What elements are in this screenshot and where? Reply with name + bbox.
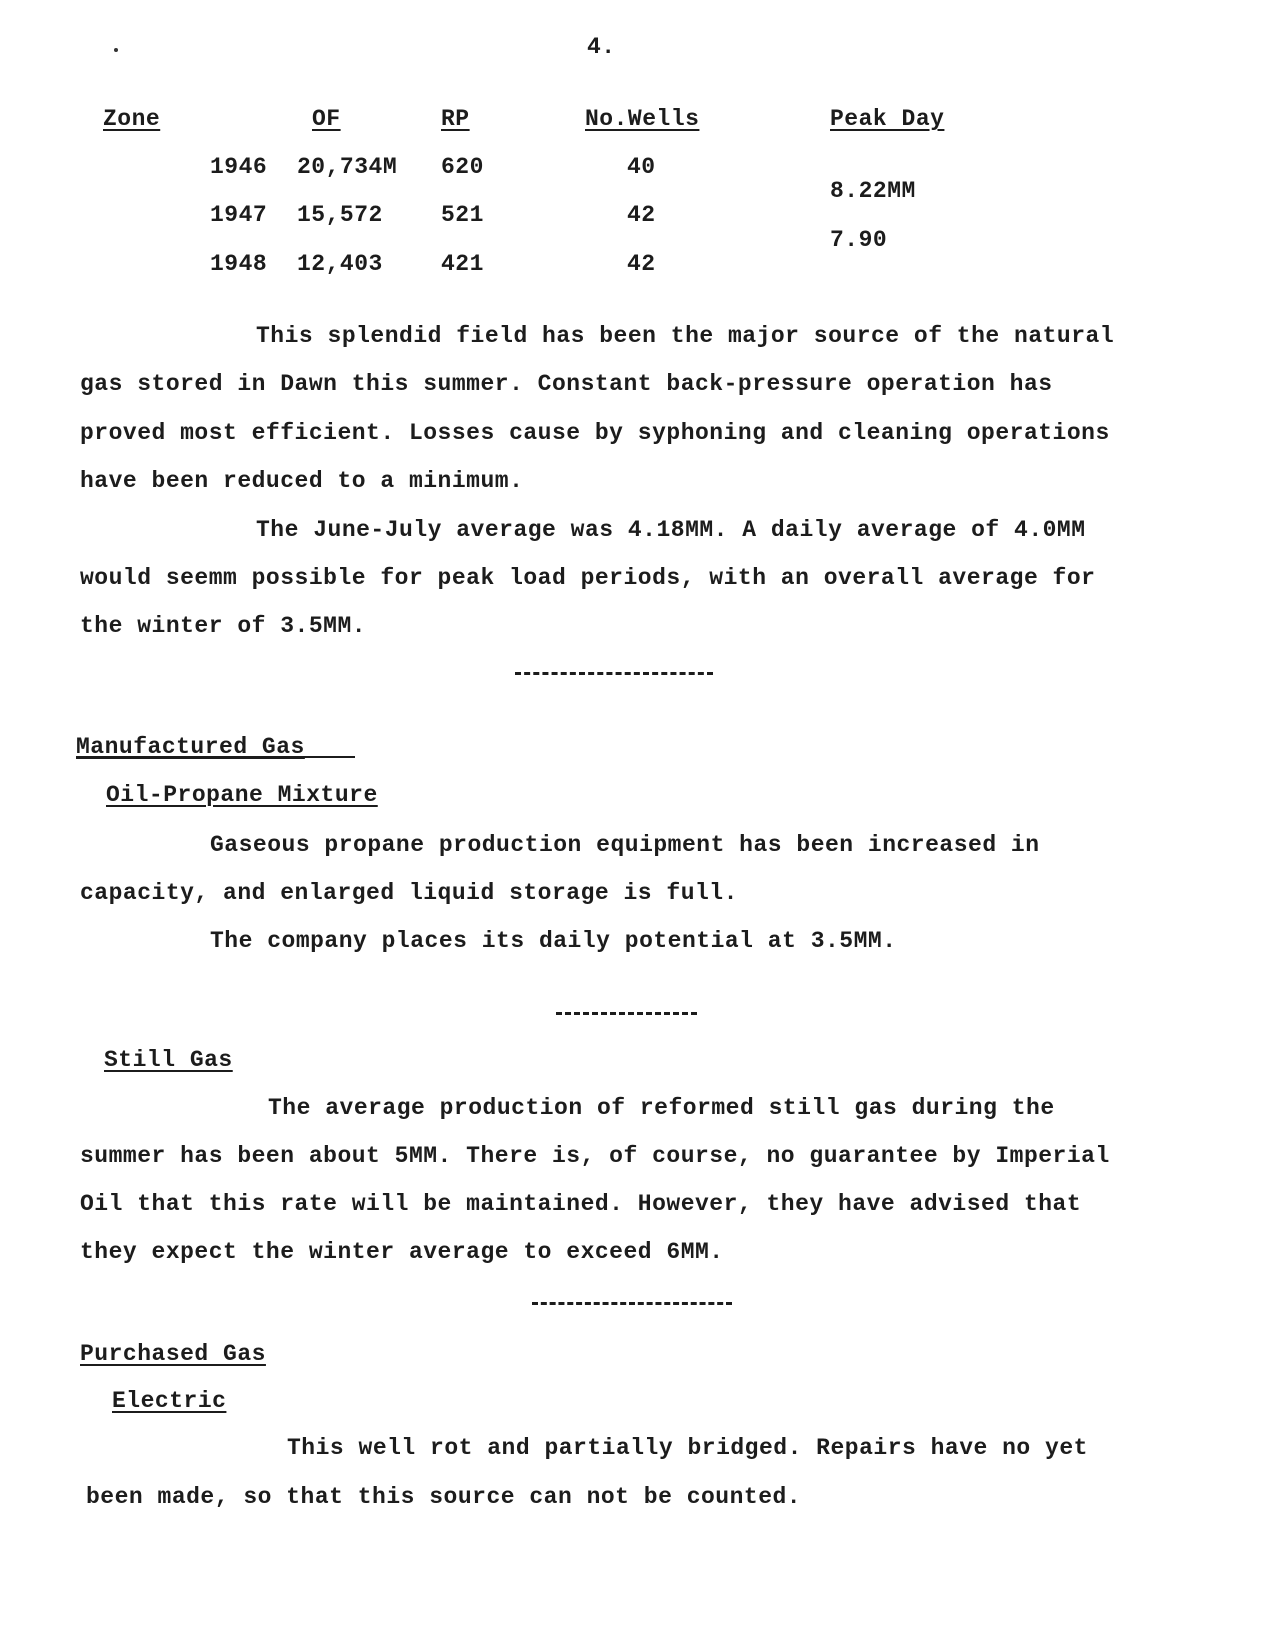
- paragraph-line: they expect the winter average to exceed 6MM.: [80, 1239, 724, 1265]
- heading-rule: [76, 756, 355, 758]
- subheading-oil-propane: Oil-Propane Mixture: [106, 782, 378, 808]
- table-cell-wells: 42: [627, 251, 656, 277]
- subheading-electric: Electric: [112, 1388, 227, 1414]
- paragraph-line: would seemm possible for peak load periods, with an overall average for: [80, 565, 1096, 591]
- peak-day-value: 7.90: [830, 227, 888, 253]
- paragraph-line: Oil that this rate will be maintained. However, they have advised that: [80, 1191, 1082, 1217]
- table-cell-of: 12,403: [297, 251, 383, 277]
- paragraph-line: Gaseous propane production equipment has been increased in: [210, 832, 1040, 858]
- paragraph-line: The company places its daily potential at 3.5MM.: [210, 928, 897, 954]
- paragraph-line: gas stored in Dawn this summer. Constant back-pressure operation has: [80, 371, 1053, 397]
- table-cell-wells: 42: [627, 202, 656, 228]
- section-heading-purchased-gas: Purchased Gas: [80, 1341, 266, 1367]
- table-cell-rp: 421: [441, 251, 484, 277]
- section-divider: [515, 672, 713, 675]
- table-header-wells: No.Wells: [585, 106, 700, 132]
- page-speck: [114, 48, 118, 52]
- paragraph-line: been made, so that this source can not be counted.: [86, 1484, 802, 1510]
- section-divider: [532, 1302, 732, 1305]
- paragraph-line: summer has been about 5MM. There is, of course, no guarantee by Imperial: [80, 1143, 1110, 1169]
- section-divider: [556, 1012, 697, 1015]
- table-cell-year: 1946: [210, 154, 268, 180]
- paragraph-line: The average production of reformed still gas during the: [268, 1095, 1055, 1121]
- table-cell-year: 1947: [210, 202, 268, 228]
- table-cell-rp: 521: [441, 202, 484, 228]
- page-number: 4.: [587, 34, 616, 60]
- paragraph-line: This well rot and partially bridged. Repairs have no yet: [287, 1435, 1088, 1461]
- table-cell-rp: 620: [441, 154, 484, 180]
- section-heading-still-gas: Still Gas: [104, 1047, 233, 1073]
- paragraph-line: proved most efficient. Losses cause by syphoning and cleaning operations: [80, 420, 1110, 446]
- paragraph-line: capacity, and enlarged liquid storage is full.: [80, 880, 738, 906]
- section-heading-manufactured-gas: Manufactured Gas: [76, 734, 305, 760]
- table-cell-year: 1948: [210, 251, 268, 277]
- table-cell-wells: 40: [627, 154, 656, 180]
- table-header-rp: RP: [441, 106, 470, 132]
- table-header-zone: Zone: [103, 106, 161, 132]
- peak-day-value: 8.22MM: [830, 178, 916, 204]
- table-cell-of: 15,572: [297, 202, 383, 228]
- paragraph-line: have been reduced to a minimum.: [80, 468, 524, 494]
- table-cell-of: 20,734M: [297, 154, 398, 180]
- paragraph-line: This splendid field has been the major source of the natural: [256, 323, 1115, 349]
- paragraph-line: The June-July average was 4.18MM. A daily average of 4.0MM: [256, 517, 1086, 543]
- table-header-peak-day: Peak Day: [830, 106, 945, 132]
- paragraph-line: the winter of 3.5MM.: [80, 613, 367, 639]
- table-header-of: OF: [312, 106, 341, 132]
